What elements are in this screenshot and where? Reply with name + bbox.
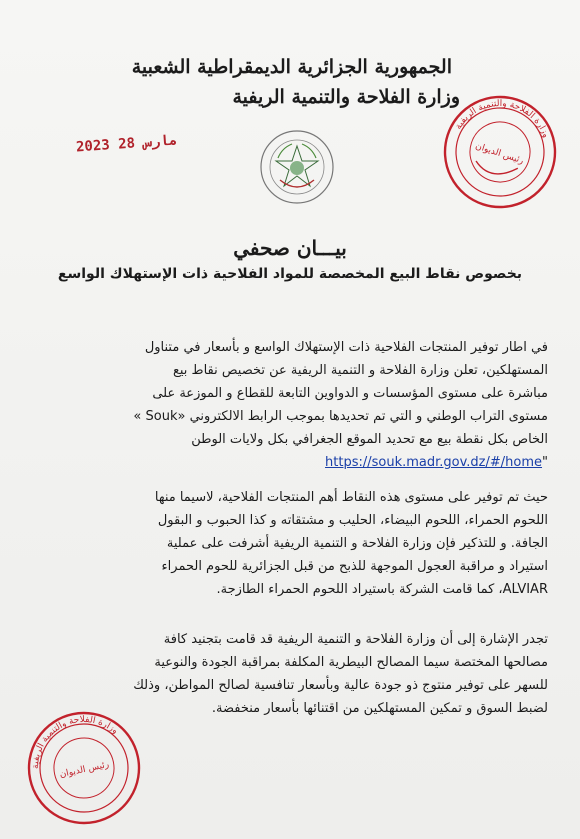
paragraph-1-link-line <box>40 451 548 474</box>
paragraph-2-line: اللحوم الحمراء، اللحوم البيضاء، الحليب و مشتقاته و كذا الحبوب و البقول <box>157 513 548 528</box>
document-subtitle: بخصوص نقاط البيع المخصصة للمواد الفلاحية ذات الإستهلاك الواسع <box>57 266 523 282</box>
paragraph-3 <box>40 628 548 720</box>
paragraph-3-line: تجدر الإشارة إلى أن وزارة الفلاحة و التنمية الريفية قد قامت بتجنيد كافة <box>163 632 548 647</box>
paragraph-1 <box>40 336 548 474</box>
paragraph-1-line: مباشرة على مستوى المؤسسات و الدواوين التابعة للقطاع و الموزعة على <box>152 386 548 401</box>
paragraph-1-line: الخاص بكل نقطة بيع مع تحديد الموقع الجغرافي بكل ولايات الوطن <box>191 432 548 447</box>
document-title: بيـــان صحفي <box>233 236 347 260</box>
paragraph-1-line: المستهلكين، تعلن وزارة الفلاحة و التنمية الريفية عن تخصيص نقاط بيع <box>172 363 548 378</box>
svg-text:رئيس الديوان: رئيس الديوان <box>473 141 525 167</box>
svg-text:وزارة الفلاحة والتنمية الريفية: وزارة الفلاحة والتنمية الريفية <box>30 714 120 770</box>
paragraph-3-line: للسهر على توفير منتوج ذو جودة عالية وبأسعار تنافسية لصالح المواطن، وذلك <box>133 678 548 693</box>
paragraph-1-line: في اطار توفير المنتجات الفلاحية ذات الإستهلاك الواسع و بأسعار في متناول <box>144 340 548 355</box>
paragraph-2-line: استيراد و مراقبة العجول الموجهة للذبح من قبل الجزائرية للحوم الحمراء <box>161 559 548 574</box>
svg-text:رئيس الديوان: رئيس الديوان <box>58 759 110 781</box>
ministry-heading: وزارة الفلاحة والتنمية الريفية <box>232 86 460 108</box>
paragraph-1-line: مستوى التراب الوطني و التي تم تحديدها بموجب الرابط الالكتروني «Souk » <box>133 409 548 424</box>
paragraph-3-line: مصالحها المختصة سيما المصالح البيطرية المكلفة بمراقبة الجودة والنوعية <box>154 655 548 670</box>
souk-link[interactable]: https://souk.madr.gov.dz/#/home <box>325 455 543 470</box>
ministry-emblem-icon <box>258 128 336 206</box>
svg-text:وزارة الفلاحة والتنمية الريفية: وزارة الفلاحة والتنمية الريفية <box>453 99 551 140</box>
republic-heading: الجمهورية الجزائرية الديمقراطية الشعبية <box>131 56 452 78</box>
paragraph-2-line: ALVIAR، كما قامت الشركة باستيراد اللحوم الحمراء الطازجة. <box>216 582 548 597</box>
paragraph-2-line: الجافة. و للتذكير فإن وزارة الفلاحة و التنمية الريفية أشرفت على عملية <box>166 536 548 551</box>
paragraph-2 <box>40 486 548 601</box>
paragraph-2-line: حيث تم توفير على مستوى هذه النقاط أهم المنتجات الفلاحية، لاسيما منها <box>154 490 548 505</box>
paragraph-3-line: لضبط السوق و تمكين المستهلكين من اقتنائها بأسعار منخفضة. <box>211 701 548 716</box>
date-stamp: 2023 مارس 28 <box>75 132 178 156</box>
link-suffix: " <box>542 455 548 470</box>
